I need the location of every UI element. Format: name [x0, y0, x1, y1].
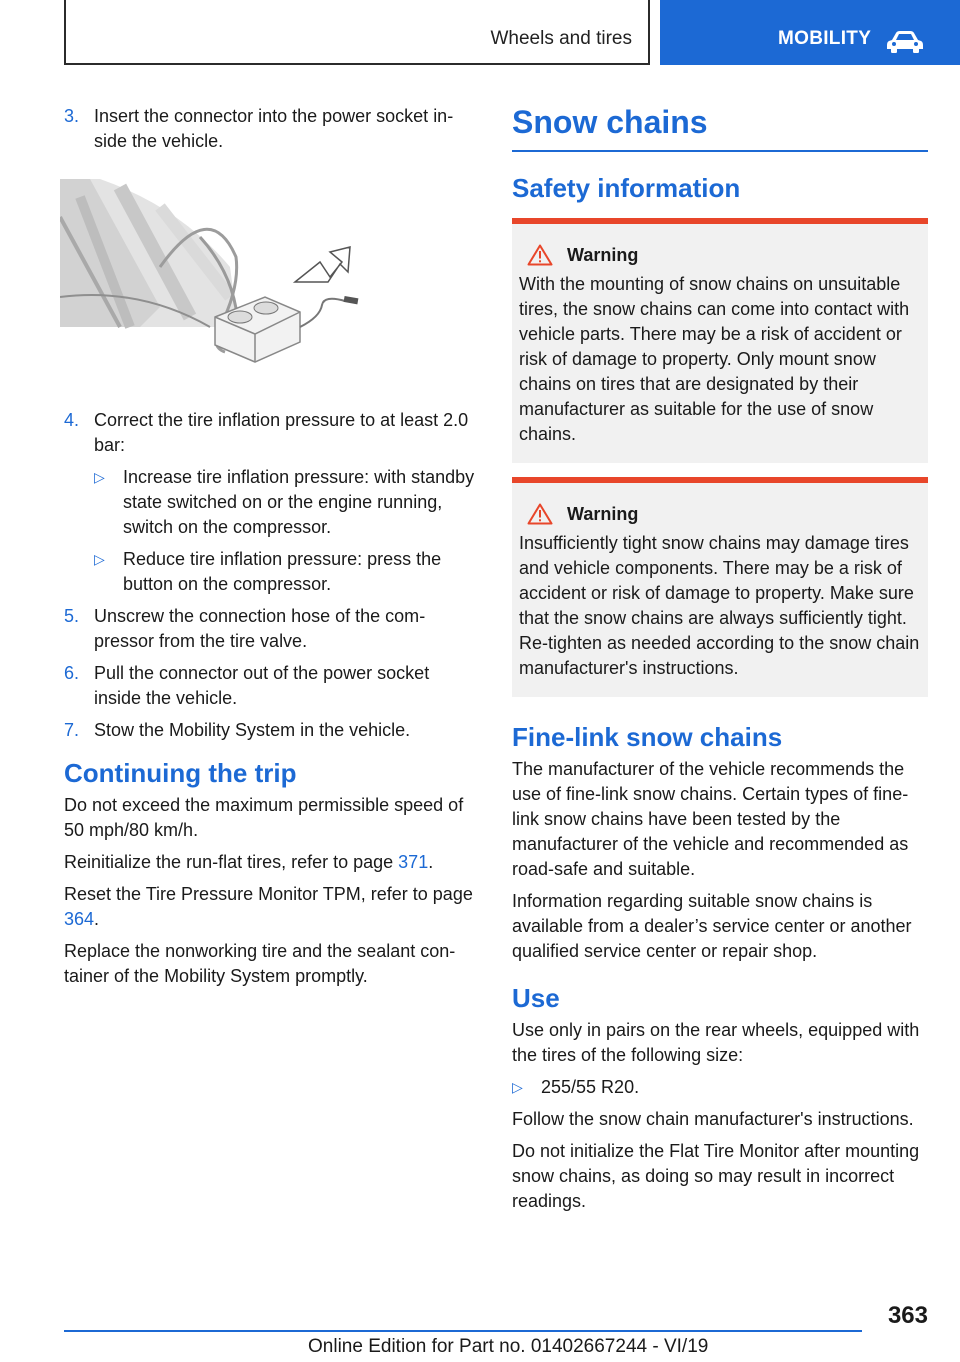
paragraph-text: Reinitialize the run-flat tires, refer to page	[64, 852, 399, 872]
paragraph: Follow the snow chain manufacturer's instructions.	[512, 1109, 914, 1129]
left-column	[64, 104, 478, 996]
warning-box	[512, 477, 928, 697]
warning-box	[512, 218, 928, 463]
step-number: 3.	[64, 106, 80, 126]
page-link-371[interactable]: 371	[398, 852, 429, 872]
warning-title: Warning	[567, 503, 639, 524]
step-6	[64, 661, 478, 711]
list-item	[64, 465, 478, 540]
warning-text: Insufficiently tight snow chains may damage tires and vehicle components. There may be a risk of accident or risk of damage to property. Make sure that the snow chains are always sufficiently tight. Re-tighten as needed according to the snow chain manufacturer's instructions.	[519, 533, 920, 678]
step-text: Unscrew the connection hose of the compressor from the tire valve.	[94, 606, 426, 651]
step-4	[64, 408, 478, 458]
paragraph-text: Reset the Tire Pressure Monitor TPM, refer to page	[64, 884, 473, 904]
step-number: 4.	[64, 410, 80, 430]
paragraph-text: .	[428, 852, 434, 872]
warning-text: With the mounting of snow chains on unsuitable tires, the snow chains can come into contact with vehicle parts. There may be a risk of accident or risk of damage to property. Only mount snow chains on tires that are designated by their manufacturer as suitable for the use of snow chains.	[519, 274, 910, 444]
step-text: Stow the Mobility System in the vehicle.	[94, 720, 411, 740]
triangle-bullet-icon: ▷	[94, 551, 105, 567]
paragraph	[64, 882, 478, 932]
header-chapter-title: MOBILITY	[778, 28, 872, 49]
compressor-illustration	[60, 177, 360, 367]
step-number: 7.	[64, 720, 80, 740]
paragraph: The manufacturer of the vehicle recommends the use of fine-link snow chains. Certain types of fine-link snow chains have been tested by the manufacturer of the vehicle and recommended as road-safe and suitable.	[512, 759, 909, 879]
section-title-continuing: Continuing the trip	[64, 758, 297, 788]
footer-edition: Online Edition for Part no. 01402667244 - VI/19	[308, 1336, 709, 1357]
paragraph: Do not exceed the maximum permissible speed of 50 mph/80 km/h.	[64, 795, 464, 840]
page-link-364[interactable]: 364	[64, 909, 95, 929]
paragraph: Information regarding suitable snow chains is available from a dealer’s service center or another qualified service center or repair shop.	[512, 891, 912, 961]
section-title-fine-link: Fine-link snow chains	[512, 722, 783, 752]
paragraph: Replace the nonworking tire and the sealant container of the Mobility System promptly.	[64, 941, 456, 986]
warning-triangle-icon	[527, 244, 553, 266]
page-number: 363	[887, 1302, 928, 1329]
footer-divider	[64, 1330, 862, 1332]
header-section-box	[64, 0, 650, 65]
step-text: Insert the connector into the power socket inside the vehicle.	[94, 106, 454, 151]
step-text: Pull the connector out of the power socket inside the vehicle.	[94, 663, 430, 708]
step-number: 5.	[64, 606, 80, 626]
warning-title: Warning	[567, 244, 639, 265]
list-item-text: Increase tire inflation pressure: with standby state switched on or the engine running, switch on the compressor.	[123, 467, 475, 537]
header-chapter-tab	[660, 0, 960, 65]
paragraph: Do not initialize the Flat Tire Monitor after mounting snow chains, as doing so may result in incorrect readings.	[512, 1141, 920, 1211]
step-3	[64, 104, 478, 154]
triangle-bullet-icon: ▷	[512, 1079, 523, 1095]
section-title-safety: Safety information	[512, 173, 741, 203]
warning-header	[519, 244, 920, 266]
paragraph-text: .	[94, 909, 100, 929]
right-column	[512, 102, 928, 1221]
section-title-use: Use	[512, 983, 560, 1013]
step-7	[64, 718, 478, 743]
list-item-text: 255/55 R20.	[541, 1077, 640, 1097]
step-text: Correct the tire inflation pressure to at least 2.0 bar:	[94, 410, 469, 455]
list-item-text: Reduce tire inflation pressure: press the button on the compressor.	[123, 549, 442, 594]
triangle-bullet-icon: ▷	[94, 469, 105, 485]
header-section-title: Wheels and tires	[490, 28, 632, 49]
paragraph: Use only in pairs on the rear wheels, equipped with the tires of the following size:	[512, 1020, 920, 1065]
step-5	[64, 604, 478, 654]
paragraph	[64, 850, 478, 875]
chapter-title: Snow chains	[512, 102, 928, 152]
warning-header	[519, 503, 920, 525]
list-item	[64, 547, 478, 597]
list-item	[512, 1075, 928, 1100]
car-icon	[886, 30, 924, 54]
step-number: 6.	[64, 663, 80, 683]
warning-triangle-icon	[527, 503, 553, 525]
